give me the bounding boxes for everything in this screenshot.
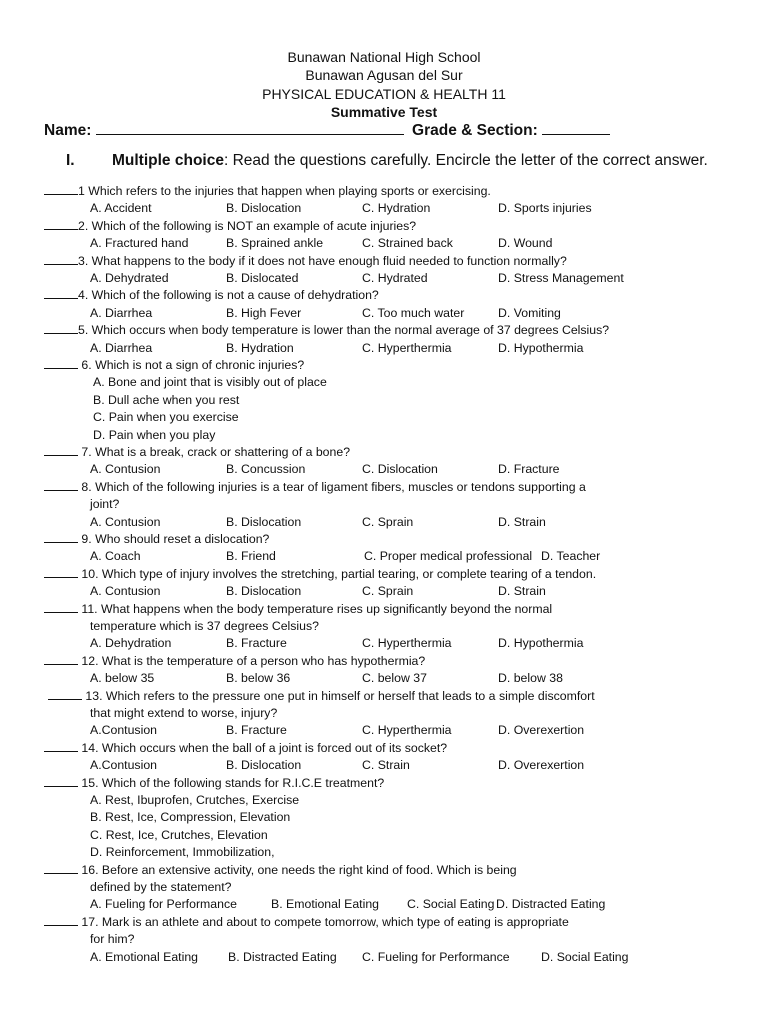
question-text: 17. Mark is an athlete and about to compete tomorrow, which type of eating is appropriate [78, 914, 569, 929]
choice-c[interactable]: C. Hyperthermia [362, 636, 452, 651]
school-name: Bunawan National High School [287, 49, 481, 65]
choice-a[interactable]: A. Fractured hand [90, 236, 189, 251]
choice-c[interactable]: C. below 37 [362, 671, 427, 686]
answer-blank[interactable] [48, 688, 82, 700]
choice-b[interactable]: B. High Fever [226, 305, 302, 320]
choice-a[interactable]: A. Fueling for Performance [90, 897, 237, 912]
answer-blank[interactable] [44, 531, 78, 543]
choice-d[interactable]: D. below 38 [498, 671, 563, 686]
answer-blank[interactable] [44, 183, 78, 195]
choice-c[interactable]: C. Hydration [362, 201, 431, 216]
question-text: 4. Which of the following is not a cause of dehydration? [78, 288, 379, 303]
choice-c[interactable]: C. Rest, Ice, Crutches, Elevation [90, 827, 268, 842]
choice-a[interactable]: A.Contusion [90, 758, 157, 773]
question-1 [44, 183, 491, 199]
choice-b[interactable]: B. Dislocation [226, 758, 302, 773]
choice-b[interactable]: B. Dull ache when you rest [93, 392, 240, 407]
answer-blank[interactable] [44, 357, 78, 369]
choice-d[interactable]: D. Distracted Eating [496, 897, 606, 912]
choice-c[interactable]: C. Sprain [362, 584, 414, 599]
choice-d[interactable]: D. Hypothermia [498, 636, 584, 651]
question-text: 6. Which is not a sign of chronic injuries? [78, 358, 305, 372]
answer-blank[interactable] [44, 566, 78, 578]
grade-section-blank[interactable] [542, 122, 610, 135]
answer-blank[interactable] [44, 601, 78, 613]
answer-blank[interactable] [44, 914, 78, 926]
question-12 [44, 653, 425, 669]
question-text-continued: temperature which is 37 degrees Celsius? [90, 619, 319, 633]
choice-a[interactable]: A. Diarrhea [90, 340, 153, 355]
answer-blank[interactable] [44, 287, 78, 299]
choice-b[interactable]: B. Sprained ankle [226, 236, 324, 251]
choice-a[interactable]: A. Contusion [90, 462, 161, 477]
choice-c[interactable]: C. Strain [362, 758, 410, 773]
choice-c[interactable]: C. Strained back [362, 236, 453, 251]
section-numeral: I. [66, 152, 75, 169]
name-blank[interactable] [96, 122, 404, 135]
question-text-continued: for him? [90, 932, 135, 947]
question-text-continued: defined by the statement? [90, 880, 232, 894]
choice-a[interactable]: A. below 35 [90, 671, 155, 686]
choice-c[interactable]: C. Dislocation [362, 462, 438, 477]
question-4 [44, 287, 379, 303]
choice-d[interactable]: D. Reinforcement, Immobilization, [90, 845, 275, 860]
choice-a[interactable]: A. Dehydrated [90, 271, 169, 285]
section-heading [66, 152, 708, 170]
choice-b[interactable]: B. Emotional Eating [271, 897, 380, 912]
question-text: 13. Which refers to the pressure one put in himself or herself that leads to a simple discomfort [82, 688, 595, 703]
choice-d[interactable]: D. Vomiting [498, 305, 561, 320]
section-title: Multiple choice [112, 152, 224, 169]
choice-d[interactable]: D. Overexertion [498, 723, 585, 738]
choice-a[interactable]: A. Accident [90, 201, 152, 216]
choice-b[interactable]: B. Distracted Eating [228, 949, 337, 964]
choice-a[interactable]: A. Coach [90, 549, 141, 564]
question-13 [48, 688, 595, 704]
choice-d[interactable]: D. Hypothermia [498, 340, 584, 355]
choice-a[interactable]: A. Bone and joint that is visibly out of place [93, 375, 327, 390]
question-text: 14. Which occurs when the ball of a joint is forced out of its socket? [78, 740, 448, 755]
choice-b[interactable]: B. Dislocation [226, 201, 302, 216]
question-text-continued: that might extend to worse, injury? [90, 706, 278, 720]
choice-d[interactable]: D. Stress Management [498, 271, 624, 285]
question-3 [44, 253, 567, 269]
answer-blank[interactable] [44, 740, 78, 752]
question-text: 5. Which occurs when body temperature is lower than the normal average of 37 degrees Celsius? [78, 323, 610, 338]
answer-blank[interactable] [44, 653, 78, 665]
question-text: 8. Which of the following injuries is a tear of ligament fibers, muscles or tendons supporting a [78, 479, 586, 494]
choice-d[interactable]: D. Wound [498, 236, 553, 251]
choice-b[interactable]: B. Fracture [226, 636, 287, 651]
grade-section-label: Grade & Section: [412, 122, 538, 139]
question-text: 9. Who should reset a dislocation? [78, 532, 270, 546]
subject-title: PHYSICAL EDUCATION & HEALTH 11 [262, 86, 506, 102]
choice-c[interactable]: C. Fueling for Performance [362, 949, 510, 964]
choice-c[interactable]: C. Too much water [362, 305, 465, 320]
answer-blank[interactable] [44, 444, 78, 456]
question-text: 10. Which type of injury involves the stretching, partial tearing, or complete tearing of a tendon. [78, 566, 597, 581]
question-text: 12. What is the temperature of a person who has hypothermia? [78, 653, 426, 668]
choice-a[interactable]: A. Diarrhea [90, 305, 153, 320]
question-14 [44, 740, 447, 756]
choice-a[interactable]: A.Contusion [90, 723, 157, 738]
choice-b[interactable]: B. below 36 [226, 671, 291, 686]
choice-a[interactable]: A. Emotional Eating [90, 949, 199, 964]
question-2 [44, 218, 416, 234]
question-text: 1 Which refers to the injuries that happen when playing sports or exercising. [78, 184, 491, 198]
question-16 [44, 862, 517, 878]
choice-a[interactable]: A. Contusion [90, 584, 161, 599]
question-8 [44, 479, 586, 495]
test-title: Summative Test [330, 104, 438, 120]
question-6 [44, 357, 304, 373]
choice-c[interactable]: C. Sprain [362, 514, 414, 529]
choice-a[interactable]: A. Dehydration [90, 636, 172, 651]
choice-d[interactable]: D. Strain [498, 584, 546, 599]
choice-d[interactable]: D. Social Eating [541, 949, 629, 964]
question-text: 2. Which of the following is NOT an example of acute injuries? [78, 218, 417, 233]
answer-blank[interactable] [44, 479, 78, 491]
student-info-line [44, 122, 610, 140]
question-text: 3. What happens to the body if it does not have enough fluid needed to function normally? [78, 253, 567, 268]
choice-b[interactable]: B. Concussion [226, 462, 306, 477]
section-instructions: : Read the questions carefully. Encircle the letter of the correct answer. [223, 152, 708, 169]
name-label: Name: [44, 122, 92, 139]
question-5 [44, 322, 609, 338]
answer-blank[interactable] [44, 218, 78, 230]
choice-d[interactable]: D. Overexertion [498, 758, 585, 773]
choice-d[interactable]: D. Fracture [498, 462, 560, 477]
answer-blank[interactable] [44, 253, 78, 265]
choice-b[interactable]: B. Fracture [226, 723, 287, 738]
choice-d[interactable]: D. Teacher [541, 549, 601, 564]
choice-a[interactable]: A. Contusion [90, 514, 161, 529]
choice-c[interactable]: C. Social Eating [407, 897, 495, 912]
question-text: 7. What is a break, crack or shattering of a bone? [78, 445, 351, 459]
answer-blank[interactable] [44, 322, 78, 334]
school-location: Bunawan Agusan del Sur [305, 67, 463, 83]
choice-b[interactable]: B. Friend [226, 549, 276, 564]
choice-b[interactable]: B. Hydration [226, 340, 294, 355]
question-10 [44, 566, 596, 582]
choice-c[interactable]: C. Hydrated [362, 271, 428, 285]
question-text: 15. Which of the following stands for R.I.C.E treatment? [78, 775, 385, 790]
choice-c[interactable]: C. Hyperthermia [362, 340, 452, 355]
question-text-continued: joint? [90, 497, 120, 512]
answer-blank[interactable] [44, 775, 78, 787]
question-17 [44, 914, 569, 930]
choice-b[interactable]: B. Dislocated [226, 271, 299, 285]
choice-d[interactable]: D. Pain when you play [93, 427, 216, 442]
question-9 [44, 531, 269, 547]
choice-a[interactable]: A. Rest, Ibuprofen, Crutches, Exercise [90, 793, 300, 807]
question-11 [44, 601, 552, 617]
choice-c[interactable]: C. Proper medical professional [364, 549, 533, 564]
choice-c[interactable]: C. Pain when you exercise [93, 410, 239, 425]
question-text: 11. What happens when the body temperature rises up significantly beyond the normal [78, 601, 553, 616]
answer-blank[interactable] [44, 862, 78, 874]
choice-d[interactable]: D. Sports injuries [498, 201, 592, 216]
choice-b[interactable]: B. Rest, Ice, Compression, Elevation [90, 810, 291, 825]
question-7 [44, 444, 350, 460]
choice-c[interactable]: C. Hyperthermia [362, 723, 452, 738]
choice-d[interactable]: D. Strain [498, 514, 546, 529]
question-15 [44, 775, 384, 791]
choice-b[interactable]: B. Dislocation [226, 584, 302, 599]
choice-b[interactable]: B. Dislocation [226, 514, 302, 529]
question-text: 16. Before an extensive activity, one needs the right kind of food. Which is being [78, 862, 517, 877]
